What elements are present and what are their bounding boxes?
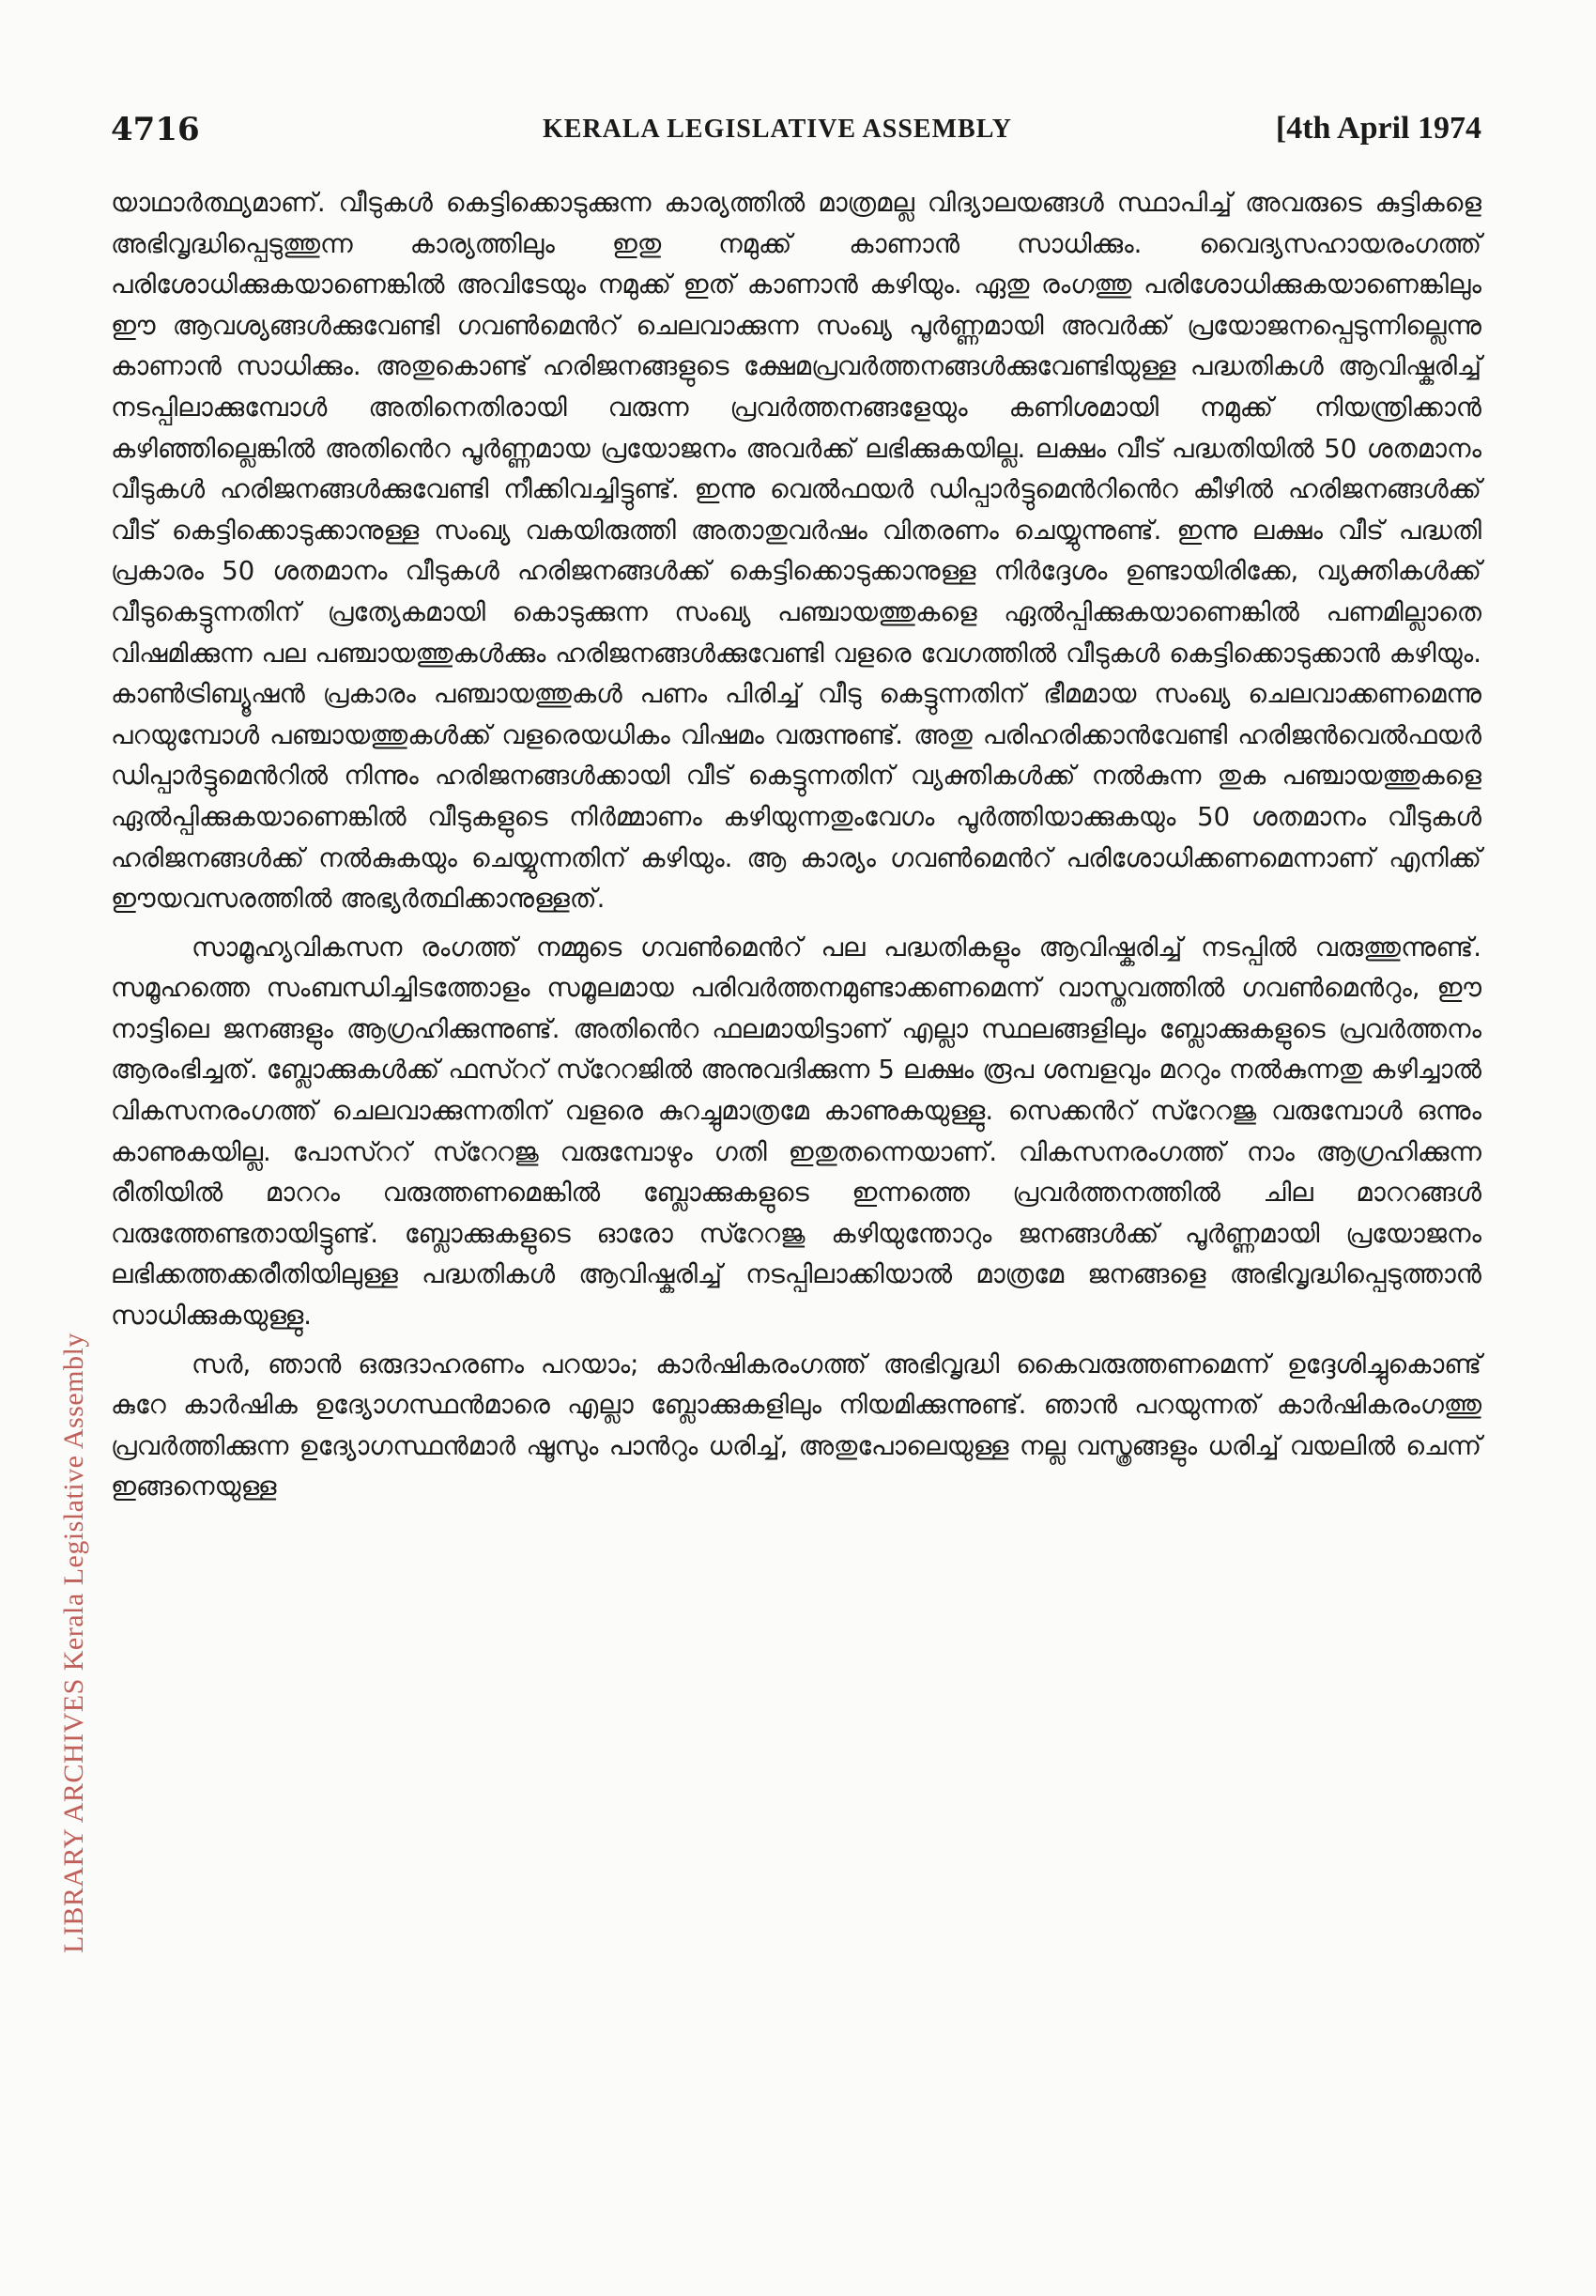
paragraph: യാഥാർത്ഥ്യമാണ്. വീടുകൾ കെട്ടിക്കൊടുക്കുന്ന കാര്യത്തിൽ മാത്രമല്ല വിദ്യാലയങ്ങൾ സ്ഥാപിച്ച് അവരുടെ കുട്ടികളെ അഭിവൃദ്ധിപ്പെടുത്തുന്ന കാര്യത്തിലും ഇതു നമുക്ക് കാണാൻ സാധിക്കും. വൈദ്യസഹായരംഗത്ത് പരിശോധിക്കുകയാണെങ്കിൽ അവിടേയും നമുക്ക് ഇത് കാണാൻ കഴിയും. ഏതു രംഗത്തു പരിശോധിക്കുകയാണെങ്കിലും ഈ ആവശ്യങ്ങൾക്കുവേണ്ടി ഗവൺമെൻറ് ചെലവാക്കുന്ന സംഖ്യ പൂർണ്ണമായി അവർക്ക് പ്രയോജനപ്പെടുന്നില്ലെന്നു കാണാൻ സാധിക്കും. അതുകൊണ്ട് ഹരിജനങ്ങളുടെ ക്ഷേമപ്രവർത്തനങ്ങൾക്കുവേണ്ടിയുള്ള പദ്ധതികൾ ആവിഷ്കരിച്ച് നടപ്പിലാക്കുമ്പോൾ അതിനെതിരായി വരുന്ന പ്രവർത്തനങ്ങളേയും കണിശമായി നമുക്ക് നിയന്ത്രിക്കാൻ കഴിഞ്ഞില്ലെങ്കിൽ അതിൻെറ പൂർണ്ണമായ പ്രയോജനം അവർക്ക് ലഭിക്കുകയില്ല. ലക്ഷം വീട് പദ്ധതിയിൽ 50 ശതമാനം വീടുകൾ ഹരിജനങ്ങൾക്കുവേണ്ടി നീക്കിവച്ചിട്ടുണ്ട്. ഇന്നു വെൽഫയർ ഡിപ്പാർട്ടുമെൻറിൻെറ കീഴിൽ ഹരിജനങ്ങൾക്ക് വീട് കെട്ടിക്കൊടുക്കാനുള്ള സംഖ്യ വകയിരുത്തി അതാതുവർഷം വിതരണം ചെയ്യുന്നുണ്ട്. ഇന്നു ലക്ഷം വീട് പദ്ധതി പ്രകാരം 50 ശതമാനം വീടുകൾ ഹരിജനങ്ങൾക്ക് കെട്ടിക്കൊടുക്കാനുള്ള നിർദ്ദേശം ഉണ്ടായിരിക്കേ, വ്യക്തികൾക്ക് വീടുകെട്ടുന്നതിന് പ്രത്യേകമായി കൊടുക്കുന്ന സംഖ്യ പഞ്ചായത്തുകളെ ഏൽപ്പിക്കുകയാണെങ്കിൽ പണമില്ലാതെ വിഷമിക്കുന്ന പല പഞ്ചായത്തുകൾക്കും ഹരിജനങ്ങൾക്കുവേണ്ടി വളരെ വേഗത്തിൽ വീടുകൾ കെട്ടിക്കൊടുക്കാൻ കഴിയും. കാൺട്രിബ്യൂഷൻ പ്രകാരം പഞ്ചായത്തുകൾ പണം പിരിച്ച് വീടു കെട്ടുന്നതിന് ഭീമമായ സംഖ്യ ചെലവാക്കണമെന്നു പറയുമ്പോൾ പഞ്ചായത്തുകൾക്ക് വളരെയധികം വിഷമം വരുന്നുണ്ട്. അതു പരിഹരിക്കാൻവേണ്ടി ഹരിജൻവെൽഫയർ ഡിപ്പാർട്ടുമെൻറിൽ നിന്നും ഹരിജനങ്ങൾക്കായി വീട് കെട്ടുന്നതിന് വ്യക്തികൾക്ക് നൽകുന്ന തുക പഞ്ചായത്തുകളെ ഏൽപ്പിക്കുകയാണെങ്കിൽ വീടുകളുടെ നിർമ്മാണം കഴിയുന്നതുംവേഗം പൂർത്തിയാക്കുകയും 50 ശതമാനം വീടുകൾ ഹരിജനങ്ങൾക്ക് നൽകുകയും ചെയ്യുന്നതിന് കഴിയും. ആ കാര്യം ഗവൺമെൻറ് പരിശോധിക്കണമെന്നാണ് എനിക്ക് ഈയവസരത്തിൽ അഭ്യർത്ഥിക്കാനുള്ളത്. xyxy=(111,188,1481,915)
header-date: [4th April 1974 xyxy=(1275,111,1481,146)
paragraph: സാമൂഹ്യവികസന രംഗത്ത് നമ്മുടെ ഗവൺമെൻറ് പല പദ്ധതികളും ആവിഷ്കരിച്ച് നടപ്പിൽ വരുത്തുന്നുണ്ട്. സമൂഹത്തെ സംബന്ധിച്ചിടത്തോളം സമൂലമായ പരിവർത്തനമുണ്ടാക്കണമെന്ന് വാസ്തവത്തിൽ ഗവൺമെൻറും, ഈ നാട്ടിലെ ജനങ്ങളും ആഗ്രഹിക്കുന്നുണ്ട്. അതിൻെറ ഫലമായിട്ടാണ് എല്ലാ സ്ഥലങ്ങളിലും ബ്ലോക്കുകളുടെ പ്രവർത്തനം ആരംഭിച്ചത്. ബ്ലോക്കുകൾക്ക് ഫസ്ററ് സ്റേറജിൽ അനുവദിക്കുന്ന 5 ലക്ഷം രൂപ ശമ്പളവും മററും നൽകുന്നതു കഴിച്ചാൽ വികസനരംഗത്ത് ചെലവാക്കുന്നതിന് വളരെ കുറച്ചുമാത്രമേ കാണുകയുള്ളു. സെക്കൻറ് സ്റേറജു വരുമ്പോൾ ഒന്നും കാണുകയില്ല. പോസ്ററ് സ്റേറജു വരുമ്പോഴും ഗതി ഇതുതന്നെയാണ്. വികസനരംഗത്ത് നാം ആഗ്രഹിക്കുന്ന രീതിയിൽ മാററം വരുത്തണമെങ്കിൽ ബ്ലോക്കുകളുടെ ഇന്നത്തെ പ്രവർത്തനത്തിൽ ചില മാററങ്ങൾ വരുത്തേണ്ടതായിട്ടുണ്ട്. ബ്ലോക്കുകളുടെ ഓരോ സ്റേറജു കഴിയുന്തോറും ജനങ്ങൾക്ക് പൂർണ്ണമായി പ്രയോജനം ലഭിക്കത്തക്കരീതിയിലുള്ള പദ്ധതികൾ ആവിഷ്കരിച്ച് നടപ്പിലാക്കിയാൽ മാത്രമേ ജനങ്ങളെ അഭിവൃദ്ധിപ്പെടുത്താൻ സാധിക്കുകയുള്ളു. xyxy=(111,932,1481,1332)
page-header xyxy=(111,111,1481,167)
body-text xyxy=(111,183,1481,1508)
page-number: 4716 xyxy=(111,111,200,148)
paragraph: സർ, ഞാൻ ഒരുദാഹരണം പറയാം; കാർഷികരംഗത്ത് അഭിവൃദ്ധി കൈവരുത്തണമെന്ന് ഉദ്ദേശിച്ചുകൊണ്ട് കുറേ കാർഷിക ഉദ്യോഗസ്ഥൻമാരെ എല്ലാ ബ്ലോക്കുകളിലും നിയമിക്കുന്നുണ്ട്. ഞാൻ പറയുന്നത് കാർഷികരംഗത്തു പ്രവർത്തിക്കുന്ന ഉദ്യോഗസ്ഥൻമാർ ഷൂസും പാൻറും ധരിച്ച്, അതുപോലെയുള്ള നല്ല വസ്ത്രങ്ങളും ധരിച്ച് വയലിൽ ചെന്ന് ഇങ്ങനെയുള്ള xyxy=(111,1348,1481,1502)
running-title: KERALA LEGISLATIVE ASSEMBLY xyxy=(542,115,1013,144)
archive-watermark: LIBRARY ARCHIVES Kerala Legislative Assembly xyxy=(58,1333,89,1953)
